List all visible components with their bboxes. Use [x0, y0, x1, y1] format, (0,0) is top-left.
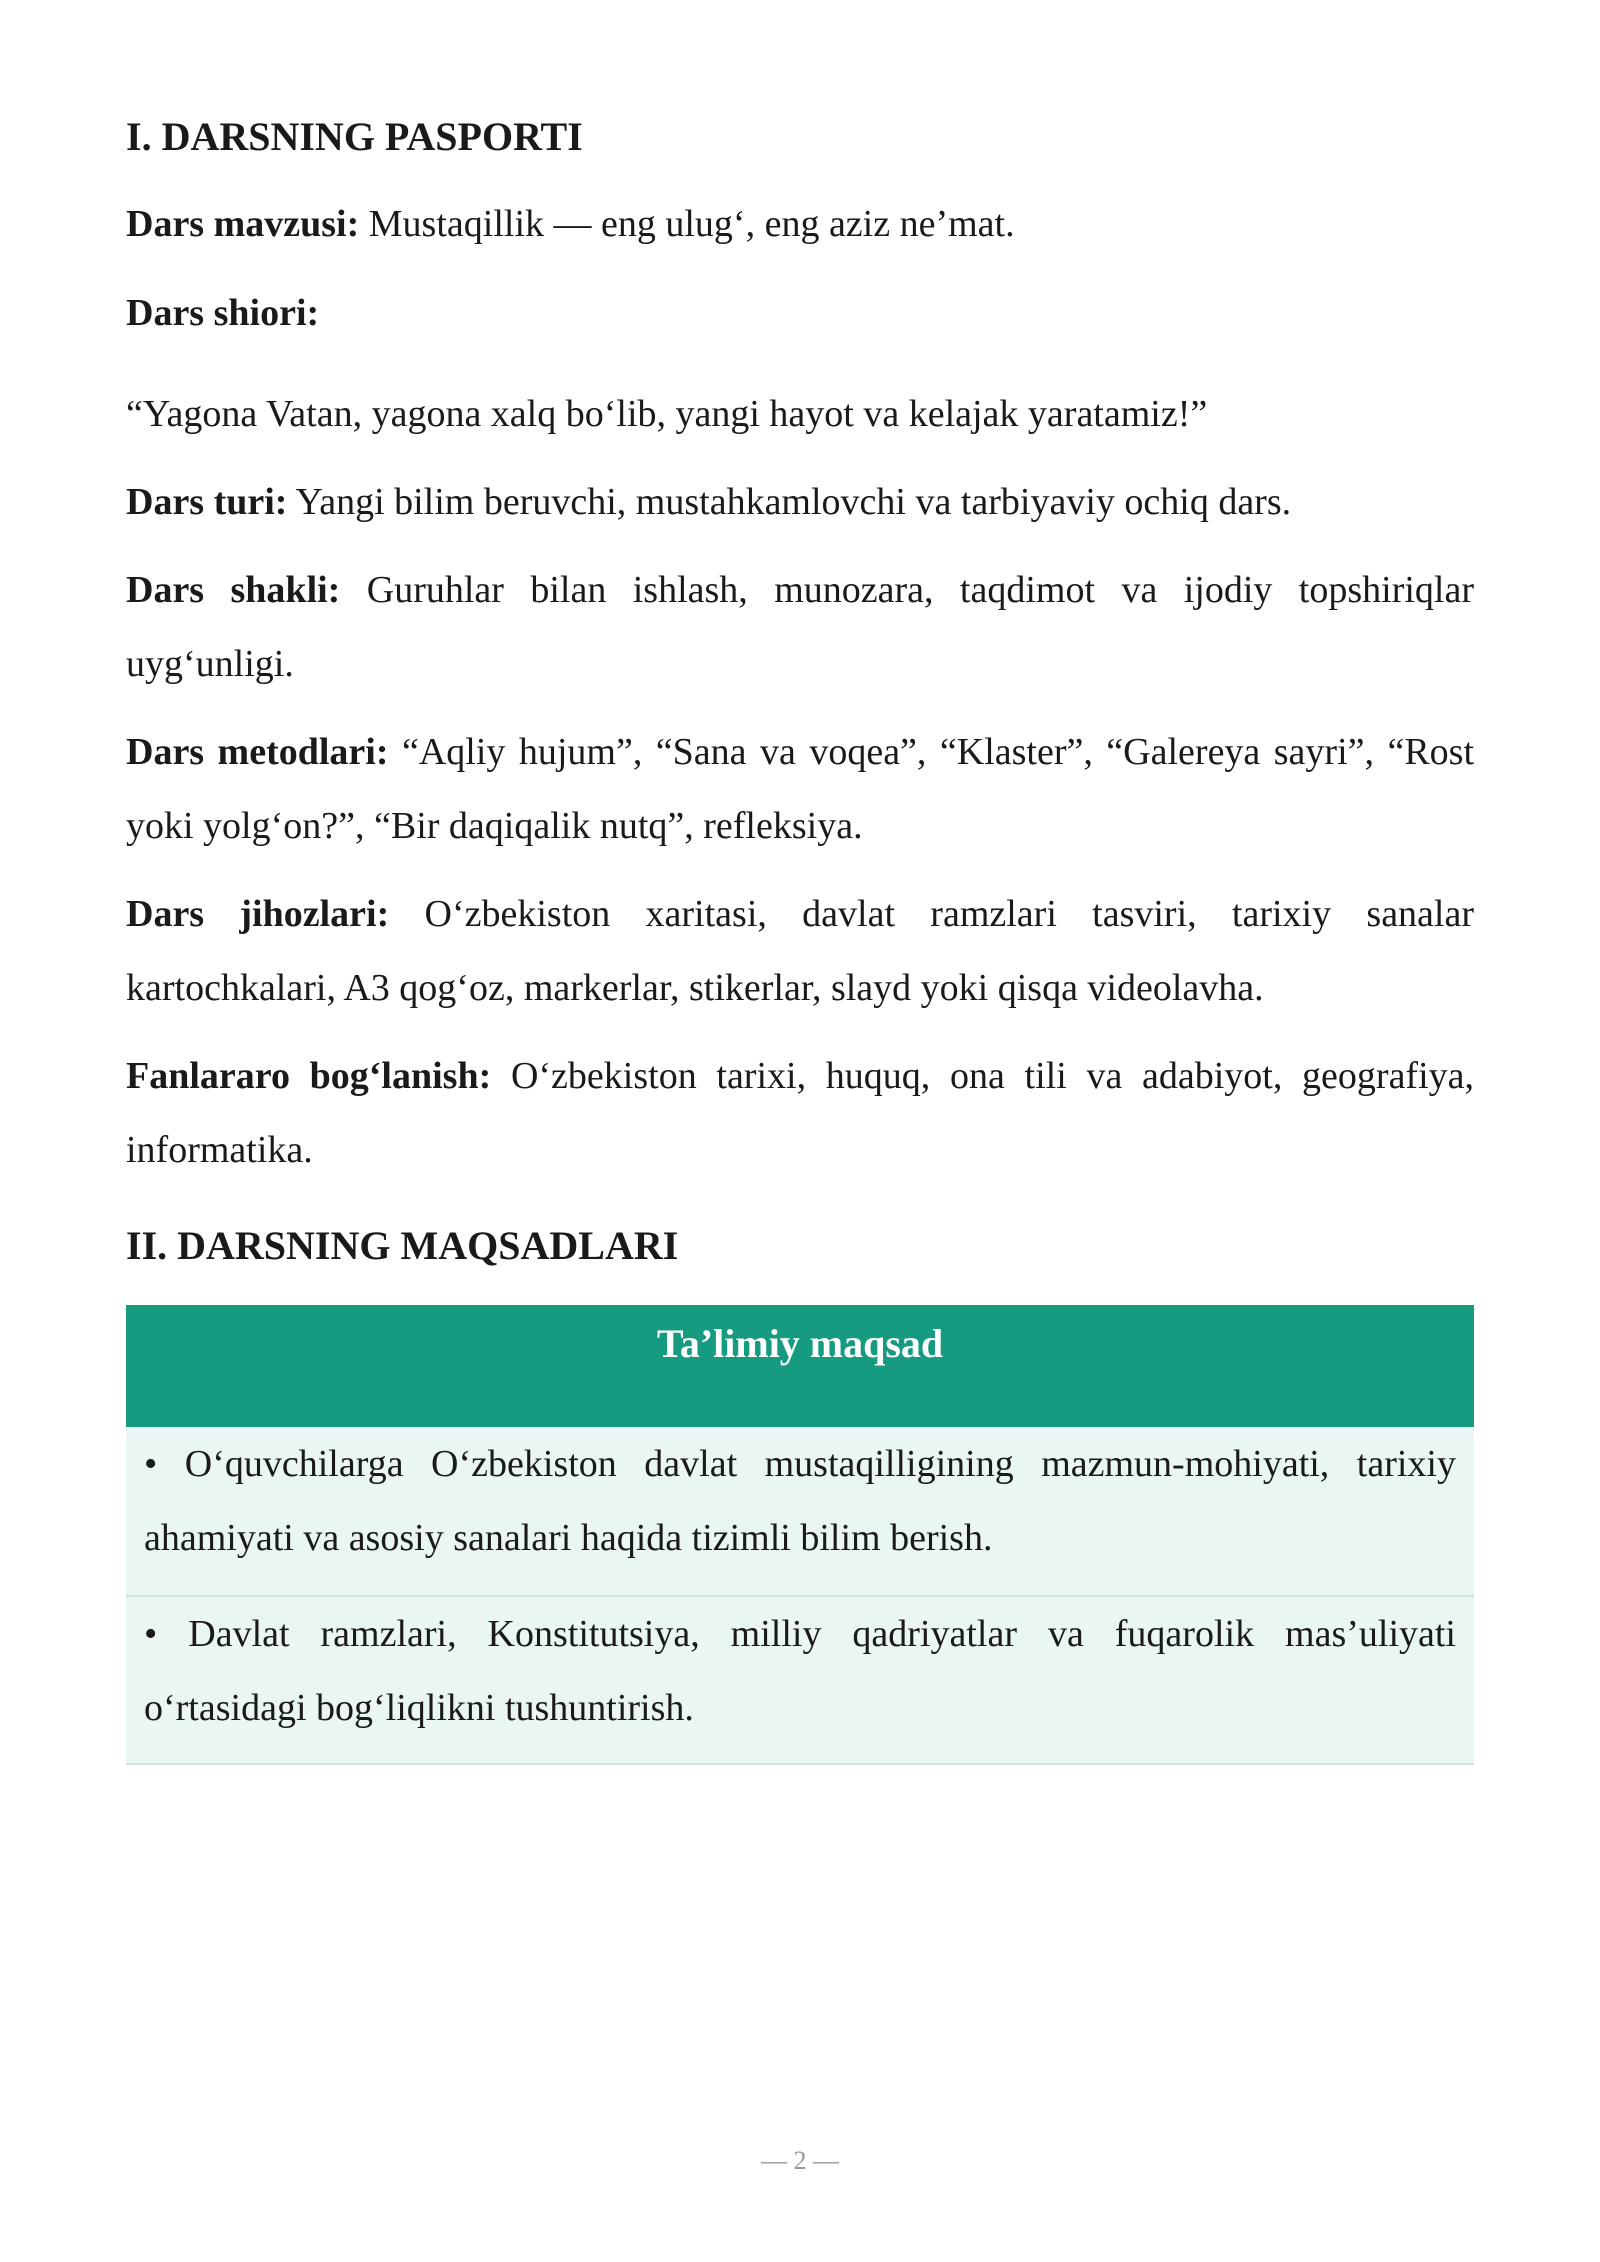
- field-label: Dars shakli:: [126, 569, 341, 611]
- section-1-title: I. DARSNING PASPORTI: [126, 114, 583, 159]
- field-value: Yangi bilim beruvchi, mustahkamlovchi va tarbiyaviy ochiq dars.: [287, 481, 1292, 523]
- field-label: Fanlararo bog‘lanish:: [126, 1055, 492, 1097]
- field-fanlararo-boglanish: [126, 1039, 1474, 1187]
- field-dars-shiori: [126, 276, 1474, 350]
- goals-table-row: • Davlat ramzlari, Konstitutsiya, milliy qadriyatlar va fuqarolik mas’uliyati o‘rtasidagi bog‘liqlikni tushuntirish.: [126, 1597, 1474, 1765]
- field-dars-metodlari: [126, 715, 1474, 863]
- field-value: “Aqliy hujum”, “Sana va voqea”, “Klaster”, “Galereya sayri”, “Rost yoki yolg‘on?”, “Bir daqiqalik nutq”, refleksiya.: [126, 731, 1475, 847]
- section-2-title: II. DARSNING MAQSADLARI: [126, 1223, 679, 1268]
- field-value: O‘zbekiston tarixi, huquq, ona tili va adabiyot, geografiya, informatika.: [126, 1055, 1475, 1171]
- field-label: Dars mavzusi:: [126, 203, 360, 245]
- goals-table-header: Ta’limiy maqsad: [126, 1305, 1474, 1427]
- page-number: — 2 —: [761, 2146, 839, 2175]
- field-label: Dars jihozlari:: [126, 893, 390, 935]
- field-value: “Yagona Vatan, yagona xalq bo‘lib, yangi hayot va kelajak yaratamiz!”: [126, 393, 1208, 435]
- field-label: Dars shiori:: [126, 292, 320, 334]
- motto-quote: [126, 377, 1474, 451]
- goals-table-row: • O‘quvchilarga O‘zbekiston davlat mustaqilligining mazmun-mohiyati, tarixiy ahamiyati va asosiy sanalari haqida tizimli bilim berish.: [126, 1427, 1474, 1597]
- field-dars-mavzusi: [126, 187, 1474, 261]
- goals-table: [126, 1305, 1474, 1765]
- field-label: Dars turi:: [126, 481, 288, 523]
- field-label: Dars metodlari:: [126, 731, 389, 773]
- field-dars-turi: [126, 465, 1474, 539]
- field-dars-shakli: [126, 553, 1474, 701]
- field-value: O‘zbekiston xaritasi, davlat ramzlari tasviri, tarixiy sanalar kartochkalari, A3 qog‘oz, markerlar, stikerlar, slayd yoki qisqa videolavha.: [126, 893, 1474, 1009]
- field-dars-jihozlari: [126, 877, 1474, 1025]
- field-value: Mustaqillik — eng ulug‘, eng aziz ne’mat.: [359, 203, 1015, 245]
- field-value: Guruhlar bilan ishlash, munozara, taqdimot va ijodiy topshiriqlar uyg‘unligi.: [126, 569, 1475, 685]
